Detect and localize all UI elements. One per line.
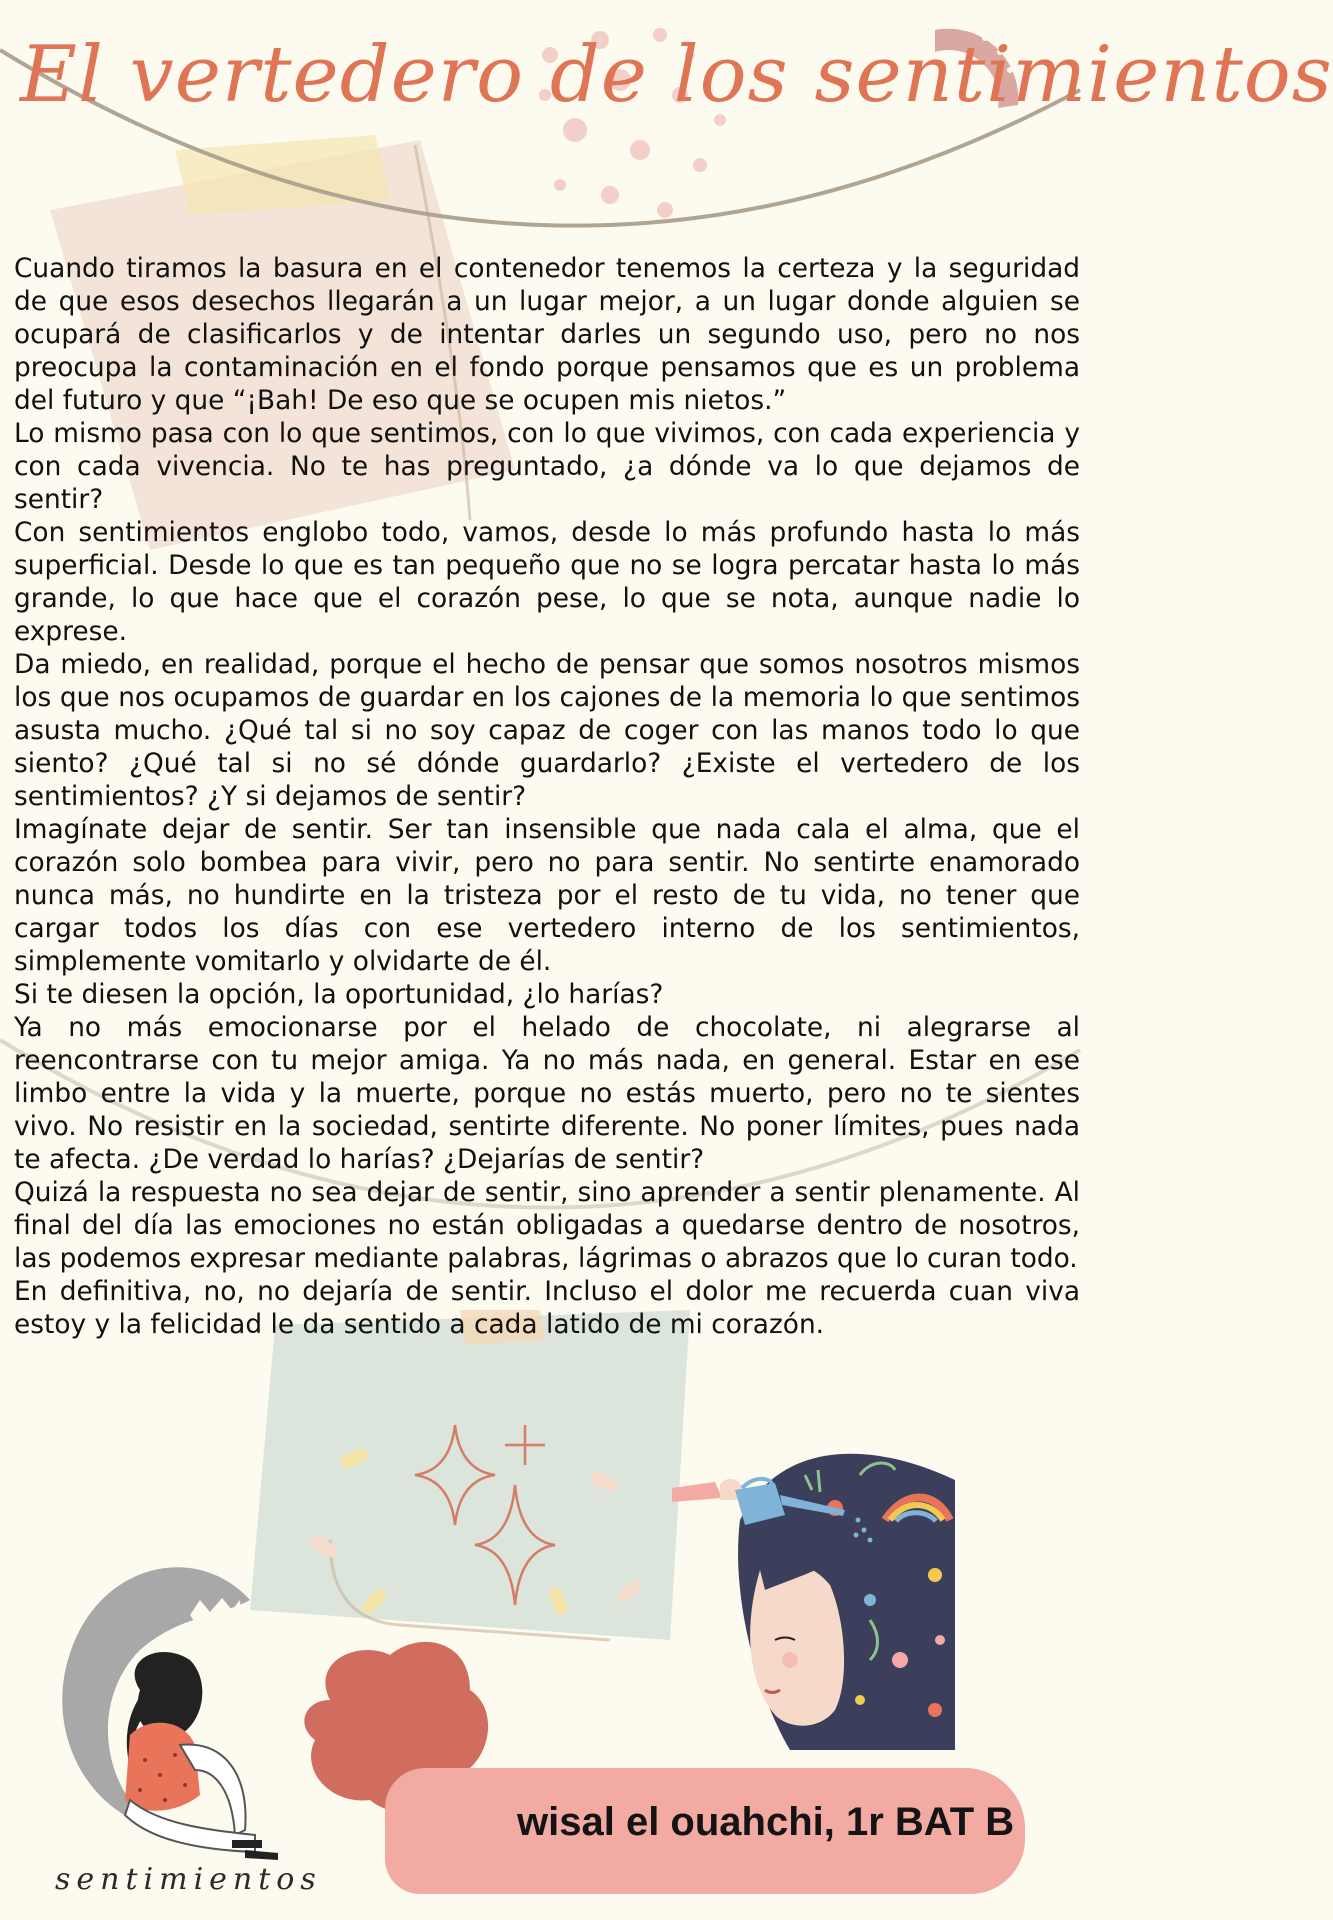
essay-paragraph: En definitiva, no, no dejaría de sentir. Incluso el dolor me recuerda cuan viva estoy y la felicidad le da sentido a cada latido de mi corazón.	[14, 1276, 1080, 1340]
illustration-caption: sentimientos	[55, 1862, 322, 1897]
author-name: wisal el ouahchi, 1r BAT B	[517, 1800, 1015, 1844]
page-title: El vertedero de los sentimientos	[20, 30, 1333, 120]
essay-paragraph: Cuando tiramos la basura en el contenedor tenemos la certeza y la seguridad de que esos desechos llegarán a un lugar mejor, a un lugar donde alguien se ocupará de clasificarlos y de intentar darles un segundo uso, pero no nos preocupa la contaminación en el fondo porque pensamos que es un problema del futuro y que “¡Bah! De eso que se ocupen mis nietos.”	[14, 253, 1080, 416]
green-panel-shape	[250, 1310, 690, 1640]
essay-paragraph: Imagínate dejar de sentir. Ser tan insensible que nada cala el alma, que el corazón solo bombea para vivir, pero no para sentir. No sentirte enamorado nunca más, no hundirte en la tristeza por el resto de tu vida, no tener que cargar todos los días con ese vertedero interno de los sentimientos, simplemente vomitarlo y olvidarte de él.	[14, 814, 1080, 977]
essay-body	[14, 252, 1080, 1341]
essay-paragraph: Da miedo, en realidad, porque el hecho de pensar que somos nosotros mismos los que nos ocupamos de guardar en los cajones de la memoria lo que sentimos asusta mucho. ¿Qué tal si no soy capaz de coger con las manos todo lo que siento? ¿Qué tal si no sé dónde guardarlo? ¿Existe el vertedero de los sentimientos? ¿Y si dejamos de sentir?	[14, 649, 1080, 812]
essay-paragraph: Quizá la respuesta no sea dejar de sentir, sino aprender a sentir plenamente. Al final del día las emociones no están obligadas a quedarse dentro de nosotros, las podemos expresar mediante palabras, lágrimas o abrazos que lo curan todo.	[14, 1177, 1080, 1274]
essay-paragraph: Con sentimientos englobo todo, vamos, desde lo más profundo hasta lo más superficial. Desde lo que es tan pequeño que no se logra percatar hasta lo más grande, lo que hace que el corazón pese, lo que se nota, aunque nadie lo exprese.	[14, 517, 1080, 647]
essay-paragraph: Si te diesen la opción, la oportunidad, ¿lo harías?	[14, 979, 664, 1010]
essay-paragraph: Ya no más emocionarse por el helado de chocolate, ni alegrarse al reencontrarse con tu mejor amiga. Ya no más nada, en general. Estar en ese limbo entre la vida y la muerte, porque no estás muerto, pero no te sientes vivo. No resistir en la sociedad, sentirte diferente. No poner límites, pues nada te afecta. ¿De verdad lo harías? ¿Dejarías de sentir?	[14, 1012, 1080, 1175]
essay-paragraph: Lo mismo pasa con lo que sentimos, con lo que vivimos, con cada experiencia y con cada vivencia. No te has preguntado, ¿a dónde va lo que dejamos de sentir?	[14, 418, 1080, 515]
sad-girl-illustration	[125, 1652, 278, 1860]
